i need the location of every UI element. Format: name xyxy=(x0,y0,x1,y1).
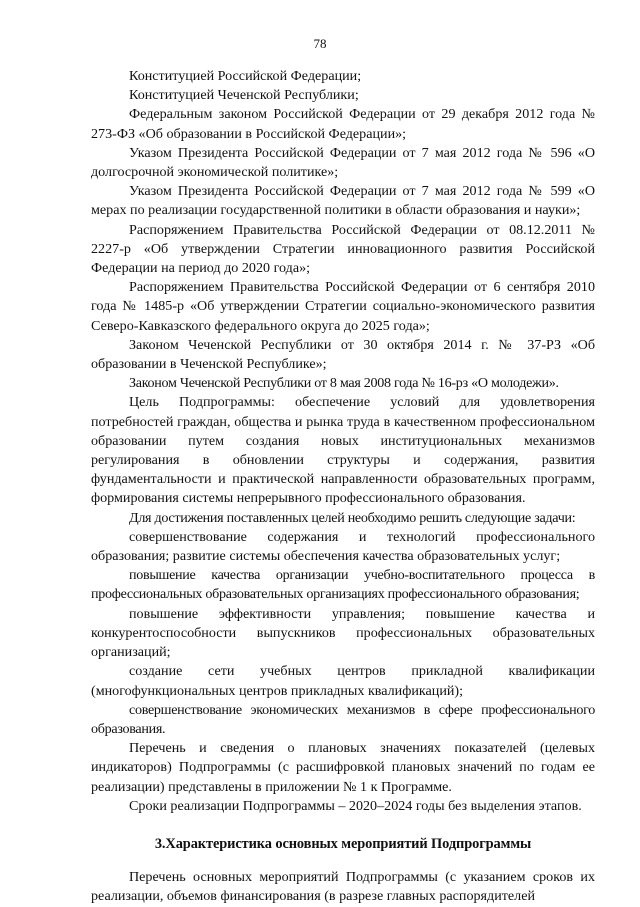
paragraph: Распоряжением Правительства Российской Федерации от 08.12.2011 № 2227-р «Об утверждении Стратегии инновационного развития Российской Федерации на период до 2020 года»; xyxy=(91,221,595,277)
paragraph: Перечень и сведения о плановых значениях показателей (целевых индикаторов) Подпрограммы (с расшифровкой плановых значений по годам ее реализации) представлены в приложении № 1 к Программе. xyxy=(91,740,595,795)
paragraph: Законом Чеченской Республики от 8 мая 2008 года № 16-рз «О молодежи». xyxy=(129,375,559,392)
paragraph: Цель Подпрограммы: обеспечение условий для удовлетворения потребностей граждан, общества и рынка труда в качественном профессиональном образовании путем создания новых институциональных механизмов регулирования в обновлении структуры и содержания, развития фундаментальности и практической направленности образовательных программ, формирования системы непрерывного профессионального образования. xyxy=(91,394,595,507)
paragraph: Для достижения поставленных целей необходимо решить следующие задачи: xyxy=(129,509,576,526)
paragraph: Конституцией Российской Федерации; xyxy=(129,68,362,84)
paragraph: Перечень основных мероприятий Подпрограммы (с указанием сроков их реализации, объемов финансирования (в разрезе главных распорядителей xyxy=(91,869,595,905)
paragraph: Распоряжением Правительства Российской Федерации от 6 сентября 2010 года № 1485-р «Об утверждении Стратегии социально-экономического развития Северо-Кавказского федерального округа до 2025 года»; xyxy=(91,279,595,334)
document-body xyxy=(91,67,595,907)
paragraph: Указом Президента Российской Федерации от 7 мая 2012 года № 596 «О долгосрочной экономической политике»; xyxy=(91,144,595,181)
paragraph: Законом Чеченской Республики от 30 октября 2014 г. № 37-РЗ «Об образовании в Чеченской Республике»; xyxy=(91,336,595,373)
paragraph: Конституцией Чеченской Республики; xyxy=(129,87,359,104)
section-heading: 3.Характеристика основных мероприятий Подпрограммы xyxy=(154,835,532,852)
page-number: 78 xyxy=(313,36,327,51)
paragraph: совершенствование экономических механизмов в сфере профессионального образования. xyxy=(91,701,595,737)
paragraph: совершенствование содержания и технологий профессионального образования; развитие системы обеспечения качества образовательных услуг; xyxy=(91,528,595,565)
paragraph: создание сети учебных центров прикладной квалификации (многофункциональных центров прикладных квалификаций); xyxy=(91,663,595,699)
paragraph: Сроки реализации Подпрограммы – 2020–2024 годы без выделения этапов. xyxy=(129,797,582,814)
paragraph: повышение качества организации учебно-воспитательного процесса в профессиональных образовательных организациях профессионального образования; xyxy=(91,567,595,603)
paragraph: Федеральным законом Российской Федерации от 29 декабря 2012 года № 273-ФЗ «Об образовании в Российской Федерации»; xyxy=(91,106,595,142)
paragraph: повышение эффективности управления; повышение качества и конкурентоспособности выпускников профессиональных образовательных организаций; xyxy=(91,605,595,661)
paragraph: Указом Президента Российской Федерации от 7 мая 2012 года № 599 «О мерах по реализации государственной политики в области образования и науки»; xyxy=(91,183,595,219)
